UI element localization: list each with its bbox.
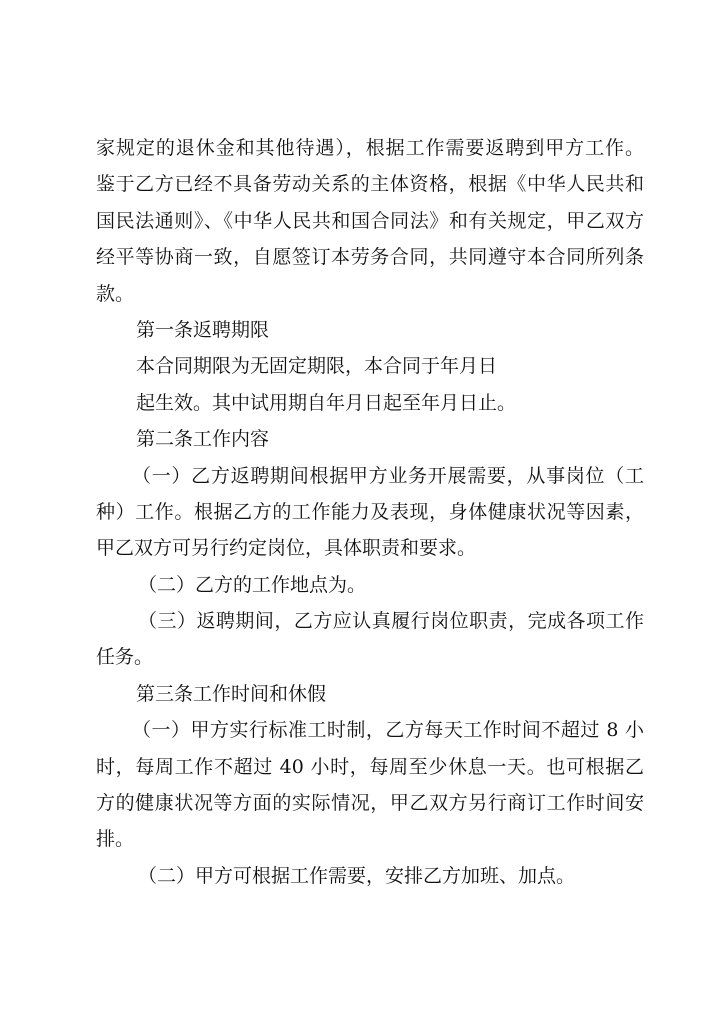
section-heading-2: 第二条工作内容 <box>136 428 270 451</box>
text-line: 甲乙双方可另行约定岗位，具体职责和要求。 <box>96 537 477 560</box>
text-line: （一）甲方实行标准工时制，乙方每天工作时间不超过 8 小 <box>132 719 644 742</box>
text-line: 时，每周工作不超过 40 小时，每周至少休息一天。也可根据乙 <box>96 755 644 778</box>
text-line: （三）返聘期间，乙方应认真履行岗位职责，完成各项工作 <box>138 610 644 633</box>
contract-body <box>96 130 644 894</box>
text-line: （一）乙方返聘期间根据甲方业务开展需要，从事岗位（工 <box>132 464 644 487</box>
text-line: 任务。 <box>96 646 154 669</box>
text-line: 款。 <box>96 282 135 305</box>
text-line: 起生效。其中试用期自年月日起至年月日止。 <box>136 391 517 414</box>
text-line: 经平等协商一致，自愿签订本劳务合同，共同遵守本合同所列条 <box>96 246 644 269</box>
section-heading-1: 第一条返聘期限 <box>136 318 270 341</box>
text-line: （二）甲方可根据工作需要，安排乙方加班、加点。 <box>138 864 576 887</box>
text-line: 国民法通则》、《中华人民共和国合同法》和有关规定，甲乙双方 <box>96 209 644 232</box>
text-line: 种）工作。根据乙方的工作能力及表现，身体健康状况等因素， <box>96 500 644 523</box>
text-line: 本合同期限为无固定期限，本合同于年月日 <box>136 355 498 378</box>
section-heading-3: 第三条工作时间和休假 <box>136 682 327 705</box>
text-line: 方的健康状况等方面的实际情况，甲乙双方另行商订工作时间安 <box>96 792 644 815</box>
text-line: 鉴于乙方已经不具备劳动关系的主体资格，根据《中华人民共和 <box>96 173 644 196</box>
text-line: （二）乙方的工作地点为。 <box>138 573 367 596</box>
text-line: 排。 <box>96 828 135 851</box>
text-line: 家规定的退休金和其他待遇），根据工作需要返聘到甲方工作。 <box>96 137 644 159</box>
